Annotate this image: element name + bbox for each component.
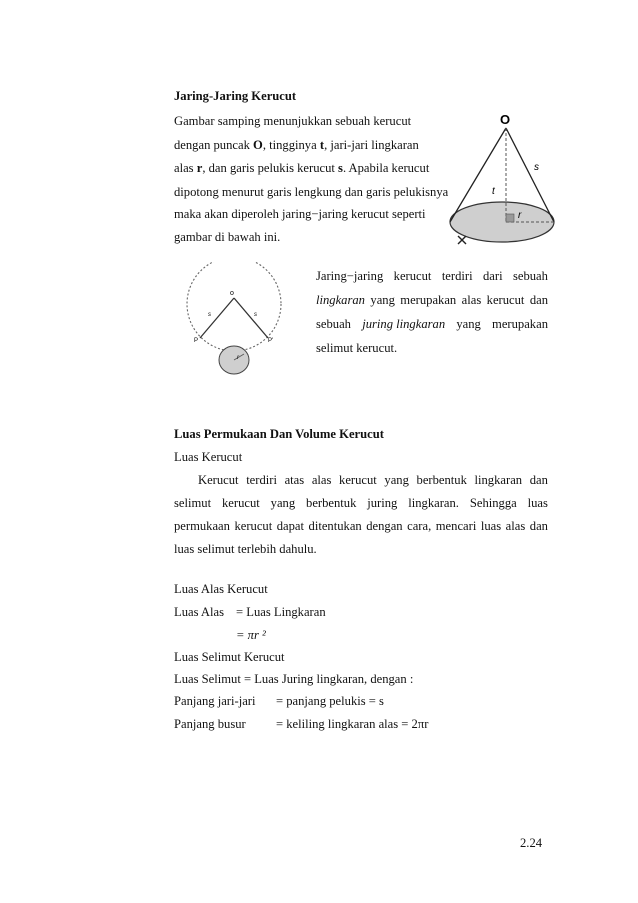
net-point-right-label: P' (268, 338, 274, 344)
subheading-luas-kerucut: Luas Kerucut (174, 450, 243, 464)
intro-line-5: maka akan diperoleh jaring−jaring kerucut seperti (174, 207, 426, 221)
formula-busur-eq: = keliling lingkaran alas = 2πr (276, 717, 429, 731)
net-text-line-2: lingkaran yang merupakan alas kerucut dan (316, 293, 548, 307)
cone-height-label: t (492, 186, 495, 197)
section-heading-jaring: Jaring-Jaring Kerucut (174, 89, 297, 103)
net-left-slant (200, 298, 234, 338)
intro-line-1: Gambar samping menunjukkan sebuah kerucut (174, 114, 412, 128)
net-apex-label: o (230, 290, 234, 297)
intro-line-4: dipotong menurut garis lengkung dan garis pelukisnya (174, 185, 449, 199)
net-text-line-3: sebuah juring lingkaran yang merupakan (316, 317, 548, 331)
formula-alas-eq2: = πr ² (236, 628, 266, 642)
cone-diagram (440, 110, 560, 260)
cone-radius-label: r (518, 210, 522, 221)
intro-line-6: gambar di bawah ini. (174, 230, 281, 244)
formula-alas-eq1: = Luas Lingkaran (236, 605, 326, 619)
section-heading-luas: Luas Permukaan Dan Volume Kerucut (174, 427, 384, 441)
net-text-line-1: Jaring−jaring kerucut terdiri dari sebuah (316, 269, 548, 283)
formula-jari-label: Panjang jari-jari (174, 694, 256, 708)
cone-right-angle (506, 214, 514, 222)
formula-alas-label: Luas Alas (174, 605, 225, 619)
net-point-left-label: P (194, 338, 199, 344)
cone-net-diagram (178, 262, 298, 380)
net-right-slant (234, 298, 268, 338)
intro-line-2: dengan puncak O, tingginya t, jari-jari lingkaran (174, 138, 419, 152)
net-slant-right-label: s (254, 312, 257, 318)
formula-busur-label: Panjang busur (174, 717, 246, 731)
intro-line-3: alas r, dan garis pelukis kerucut s. Apabila kerucut (174, 161, 430, 175)
cone-apex-label: O (500, 112, 511, 127)
cone-slant-label: s (534, 162, 539, 173)
formula-selimut-eq: Luas Selimut = Luas Juring lingkaran, dengan : (174, 672, 414, 686)
page-number: 2.24 (520, 836, 543, 850)
paragraph-line-4: luas selimut terlebih dahulu. (174, 542, 317, 556)
net-slant-left-label: s (208, 312, 211, 318)
net-radius-label: r (237, 355, 239, 361)
formula-selimut-title: Luas Selimut Kerucut (174, 650, 285, 664)
formula-alas-title: Luas Alas Kerucut (174, 582, 268, 596)
formula-jari-eq: = panjang pelukis = s (276, 694, 384, 708)
paragraph-line-2: selimut kerucut yang berbentuk juring lingkaran. Sehingga luas (174, 496, 548, 510)
paragraph-line-3: permukaan kerucut dapat ditentukan dengan cara, mencari luas alas dan (174, 519, 548, 533)
paragraph-line-1: Kerucut terdiri atas alas kerucut yang berbentuk lingkaran dan (198, 473, 548, 487)
net-text-line-4: selimut kerucut. (316, 341, 398, 355)
